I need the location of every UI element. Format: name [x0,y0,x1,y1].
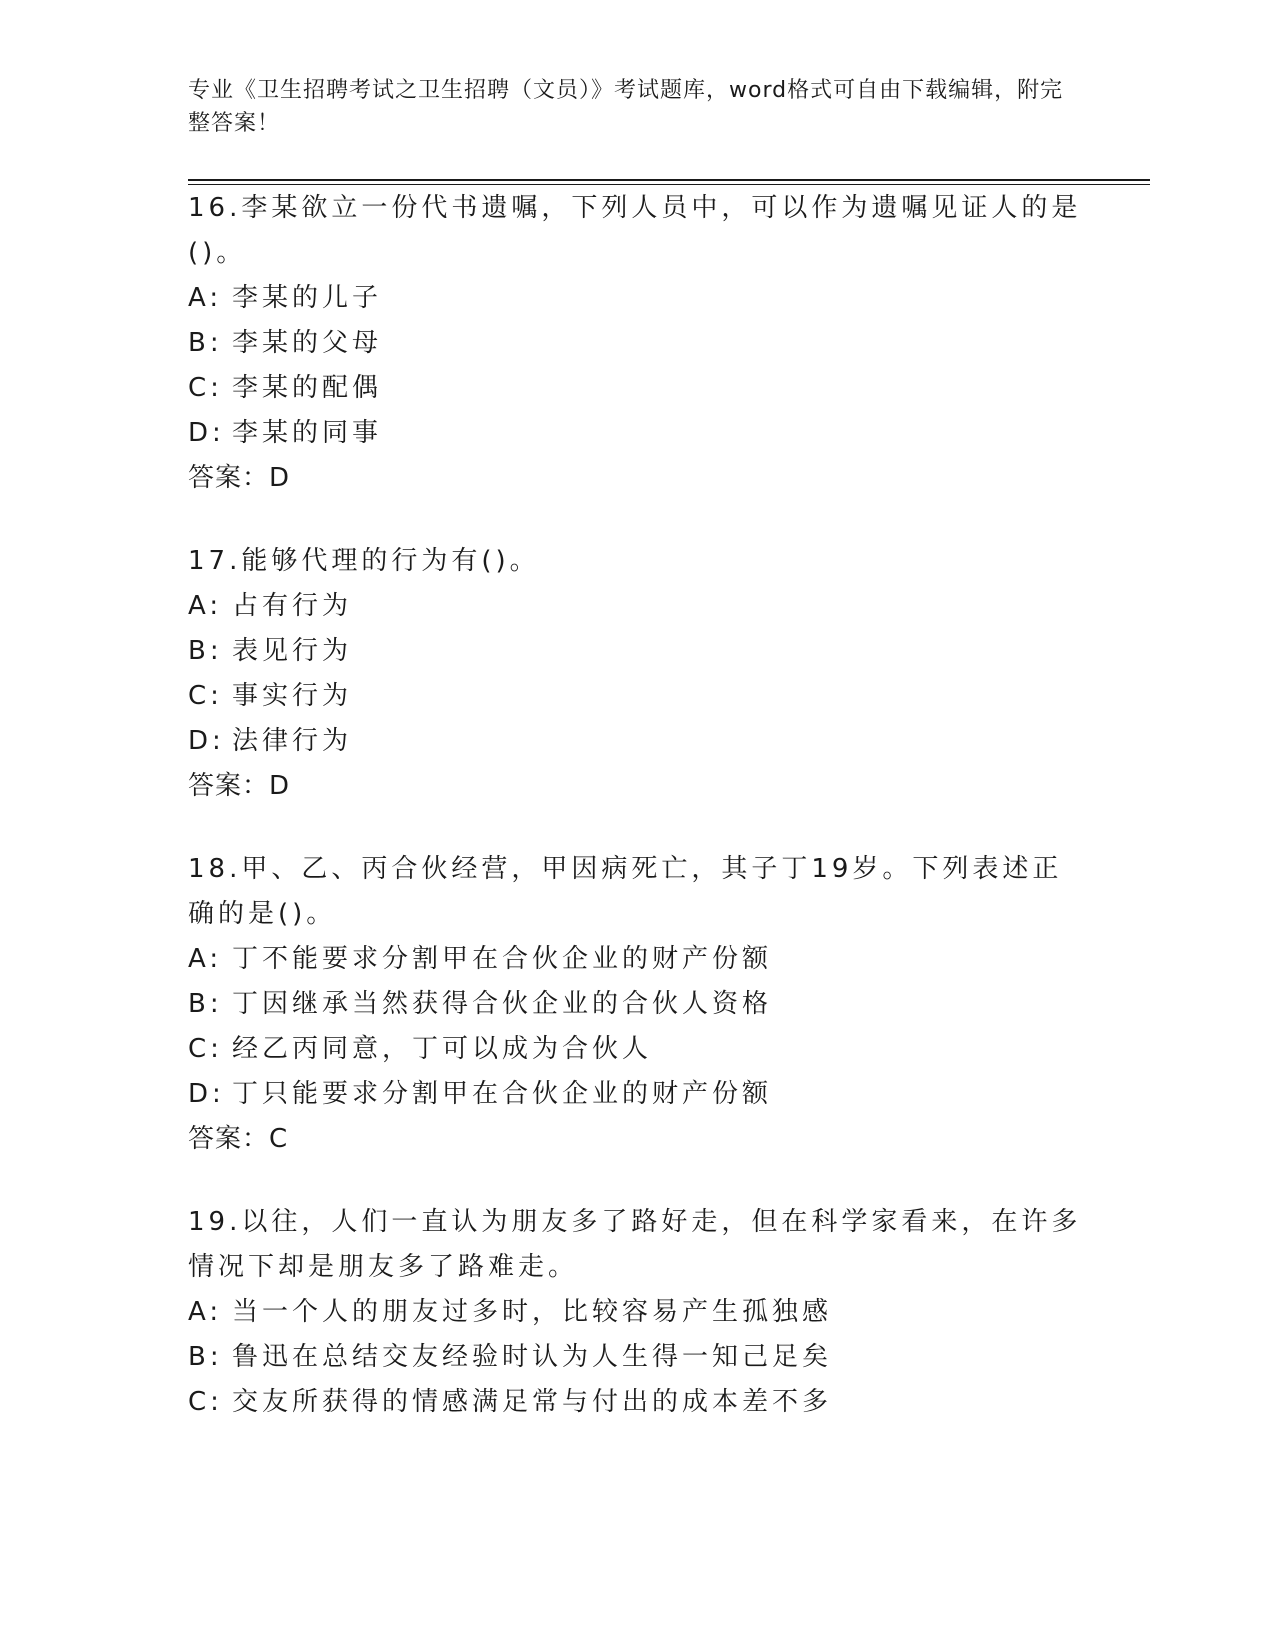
option-text: 丁因继承当然获得合伙企业的合伙人资格 [232,989,773,1019]
option-c [188,1027,1088,1072]
option-text: 李某的配偶 [232,373,383,403]
option-letter: C: [188,681,223,711]
option-letter: D: [188,418,225,448]
option-c [188,674,1088,719]
option-b [188,982,1088,1027]
answer-line: 答案：C [188,1124,289,1154]
option-letter: C: [188,1387,223,1417]
question-list [188,186,1088,1463]
option-d [188,411,1088,456]
option-letter: A: [188,591,223,621]
answer-line: 答案：D [188,463,291,493]
option-text: 丁只能要求分割甲在合伙企业的财产份额 [232,1079,773,1109]
question-stem: 16.李某欲立一份代书遗嘱，下列人员中，可以作为遗嘱见证人的是()。 [188,193,1082,268]
option-letter: C: [188,373,223,403]
option-c [188,366,1088,411]
question-19 [188,1200,1088,1425]
option-a [188,276,1088,321]
option-c [188,1380,1088,1425]
option-text: 法律行为 [232,726,353,756]
option-text: 事实行为 [232,681,353,711]
option-letter: D: [188,726,225,756]
option-letter: A: [188,944,223,974]
question-17 [188,539,1088,809]
option-text: 李某的同事 [232,418,383,448]
option-text: 李某的父母 [232,328,383,358]
option-text: 交友所获得的情感满足常与付出的成本差不多 [232,1387,833,1417]
option-b [188,629,1088,674]
answer-line: 答案：D [188,771,291,801]
option-a [188,584,1088,629]
option-a [188,1290,1088,1335]
option-letter: B: [188,636,223,666]
option-text: 丁不能要求分割甲在合伙企业的财产份额 [232,944,773,974]
option-b [188,1335,1088,1380]
question-16 [188,186,1088,501]
option-b [188,321,1088,366]
option-letter: C: [188,1034,223,1064]
option-text: 李某的儿子 [232,283,383,313]
document-header: 专业《卫生招聘考试之卫生招聘（文员）》考试题库，word格式可自由下载编辑，附完整答案！ [188,78,1064,136]
question-stem: 17.能够代理的行为有()。 [188,546,540,576]
option-letter: A: [188,1297,223,1327]
question-stem: 18.甲、乙、丙合伙经营，甲因病死亡，其子丁19岁。下列表述正确的是()。 [188,854,1063,929]
option-letter: B: [188,989,223,1019]
option-letter: B: [188,1342,223,1372]
header-divider-thin [188,184,1150,185]
option-a [188,937,1088,982]
option-d [188,719,1088,764]
header-divider-thick [188,179,1150,181]
option-text: 占有行为 [232,591,353,621]
option-text: 鲁迅在总结交友经验时认为人生得一知己足矣 [232,1342,833,1372]
question-18 [188,847,1088,1162]
option-d [188,1072,1088,1117]
option-text: 经乙丙同意，丁可以成为合伙人 [232,1034,653,1064]
option-letter: A: [188,283,223,313]
option-text: 表见行为 [232,636,353,666]
option-letter: B: [188,328,223,358]
question-stem: 19.以往，人们一直认为朋友多了路好走，但在科学家看来，在许多情况下却是朋友多了路难走。 [188,1207,1082,1282]
option-text: 当一个人的朋友过多时，比较容易产生孤独感 [232,1297,833,1327]
option-letter: D: [188,1079,225,1109]
